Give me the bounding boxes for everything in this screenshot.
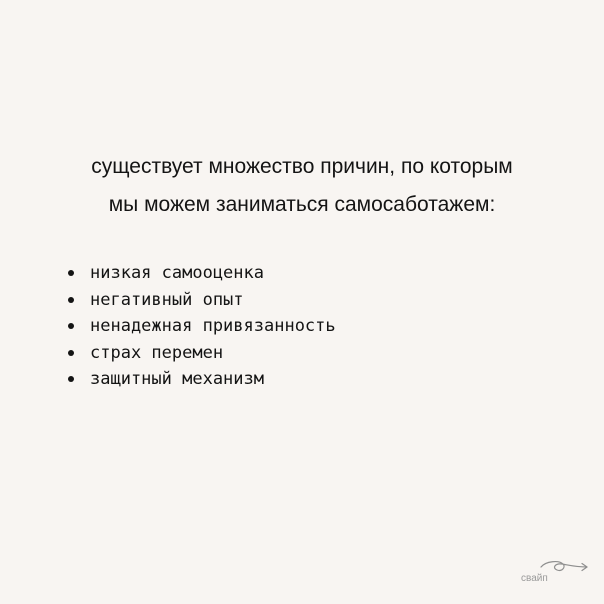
list-item: [90, 260, 336, 287]
intro-line-1: существует множество причин, по которым: [91, 155, 513, 178]
intro-text: [0, 148, 604, 224]
list-item: [90, 366, 336, 393]
swipe-label: свайп: [521, 573, 548, 584]
reasons-list: [90, 260, 336, 393]
list-item-label: ненадежная привязанность: [90, 316, 336, 336]
list-item: [90, 287, 336, 314]
list-item-label: защитный механизм: [90, 369, 264, 389]
intro-line-2: мы можем заниматься самосаботажем:: [108, 193, 496, 216]
list-item-label: негативный опыт: [90, 289, 244, 310]
list-item-label: страх перемен: [90, 342, 224, 363]
bullet-icon: [68, 350, 74, 356]
list-item: [90, 313, 336, 340]
bullet-icon: [68, 323, 74, 329]
list-item: [90, 340, 336, 367]
bullet-icon: [68, 376, 74, 382]
bullet-icon: [68, 297, 74, 303]
list-item-label: низкая самооценка: [90, 263, 264, 283]
bullet-icon: [68, 270, 74, 276]
swipe-hint[interactable]: [520, 558, 592, 594]
